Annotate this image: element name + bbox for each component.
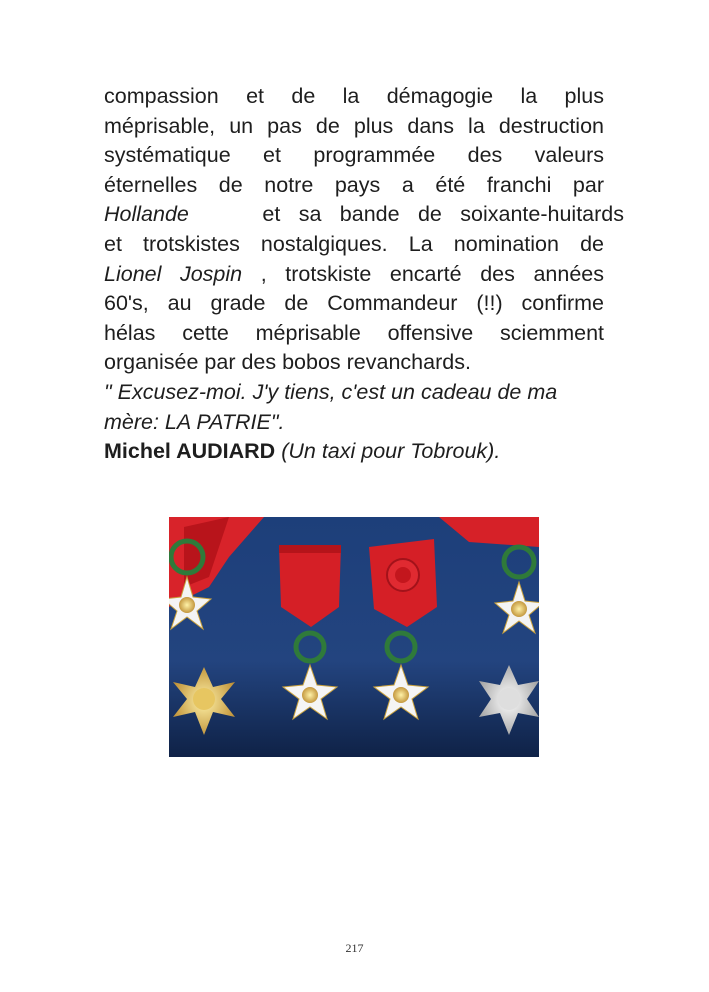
quote-line: " Excusez-moi. J'y tiens, c'est un cadeau de ma (104, 379, 558, 404)
text-line: et trotskistes nostalgiques. La nomination de (104, 231, 604, 256)
quote-line: mère: LA PATRIE". (104, 409, 285, 434)
text-line: compassion et de la démagogie la plus (104, 84, 604, 108)
text-line (104, 200, 624, 230)
author: Michel AUDIARD (104, 439, 276, 464)
text-line: organisée par des bobos revanchards. (104, 350, 471, 375)
text-line: hélas cette méprisable offensive sciemment (104, 320, 604, 345)
page-number: 217 (345, 941, 364, 955)
text-line: méprisable, un pas de plus dans la destruction (104, 113, 604, 138)
source: (Un taxi pour Tobrouk). (281, 439, 501, 464)
name-jospin: Lionel Jospin (104, 261, 243, 286)
text-segment: , trotskiste encarté des années (260, 261, 604, 286)
attribution (104, 437, 604, 467)
text-segment: et sa bande de soixante-huitards (262, 202, 624, 227)
name-hollande: Hollande (104, 202, 189, 227)
body-text (104, 82, 624, 467)
text-line: éternelles de notre pays a été franchi par (104, 172, 604, 197)
text-line: systématique et programmée des valeurs (104, 143, 604, 168)
medals-photo (169, 517, 539, 757)
text-line (104, 260, 604, 290)
text-line: 60's, au grade de Commandeur (!!) confirme (104, 291, 604, 316)
